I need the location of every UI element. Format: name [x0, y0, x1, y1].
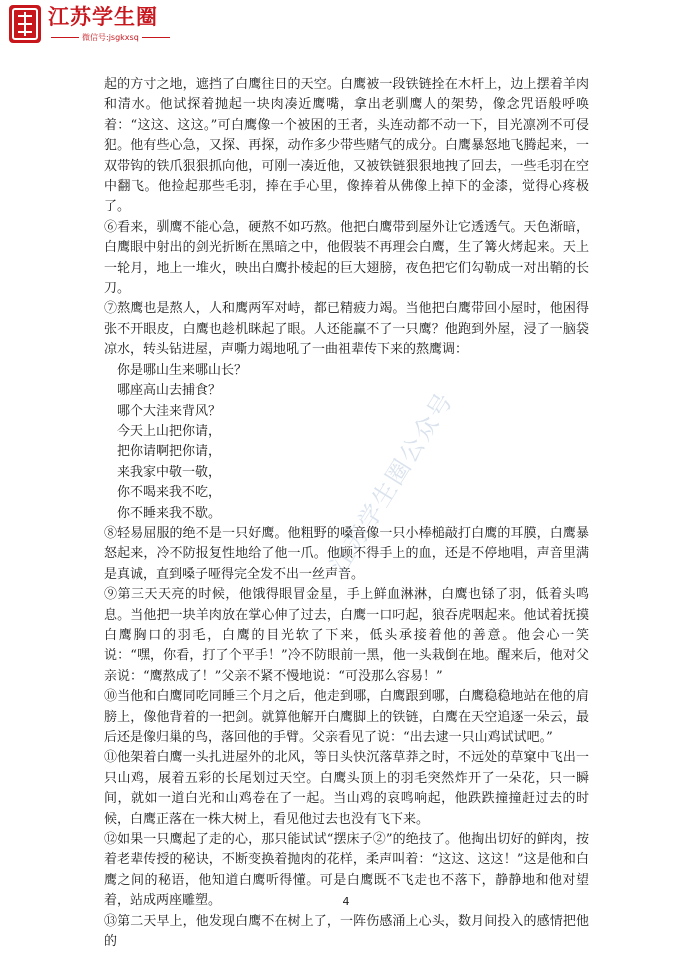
paragraph-11: ⑪他架着白鹰一头扎进屋外的北风，等日头快沉落草莽之时，不远处的草窠中飞出一只山鸡，展着五彩的长尾划过天空。白鹰头顶上的羽毛突然炸开了一朵花，只一瞬间，就如一道白光和山鸡卷在了一起。当山鸡的哀鸣响起，他跌跌撞撞赶过去的时候，白鹰正落在一株大树上，看见他过去也没有飞下来。 — [104, 750, 589, 827]
paragraph-5-continued: 起的方寸之地，遮挡了白鹰往日的天空。白鹰被一段铁链拴在木杆上，边上摆着羊肉和清水。他试探着抛起一块肉凑近鹰嘴，拿出老驯鹰人的架势，像念咒语般呼唤着：“这这、这这。”可白鹰像一个被困的王者，头连动都不动一下，目光凛冽不可侵犯。他有些心急，又探、再探，动作多少带些赌气的成分。白鹰暴怒地飞腾起来，一双带钩的铁爪狠狠抓向他，可刚一凑近他，又被铁链狠狠地拽了回去，一些毛羽在空中翻飞。他捡起那些毛羽，捧在手心里，像捧着从佛像上掉下的金漆，觉得心疼极了。 — [104, 77, 589, 215]
rule-right — [142, 37, 170, 38]
logo-subtitle-row — [48, 32, 173, 43]
poem-line: 把你请啊把你请， — [117, 444, 222, 460]
logo-title: 江苏学生圈 — [48, 5, 158, 29]
article-body — [104, 75, 589, 952]
rule-left — [51, 37, 79, 38]
paragraph-7: ⑦熬鹰也是熬人，人和鹰两军对峙，都已精疲力竭。当他把白鹰带回小屋时，他困得张不开眼皮，白鹰也趁机眯起了眼。人还能赢不了一只鹰？他跑到外屋，浸了一脑袋凉水，转头钻进屋，声嘶力竭地吼了一曲祖辈传下来的熬鹰调： — [104, 301, 589, 358]
paragraph-9: ⑨第三天天亮的时候，他饿得眼冒金星，手上鲜血淋淋，白鹰也铩了羽，低着头鸣息。当他把一块羊肉放在掌心伸了过去，白鹰一口叼起，狼吞虎咽起来。他试着抚摸白鹰胸口的羽毛，白鹰的目光软了下来，低头承接着他的善意。他会心一笑说：“嘿，你看，打了个平手！”冷不防眼前一黑，他一头栽倒在地。醒来后，他对父亲说：“鹰熬成了！”父亲不紧不慢地说：“可没那么容易！” — [104, 587, 589, 684]
logo-mark-icon — [8, 4, 42, 44]
logo — [8, 4, 173, 44]
page-number: 4 — [342, 895, 350, 908]
poem-line: 今天上山把你请， — [117, 423, 222, 439]
paragraph-8: ⑧轻易屈服的绝不是一只好鹰。他粗野的嗓音像一只小棒槌敲打白鹰的耳膜，白鹰暴怒起来，冷不防报复性地给了他一爪。他顾不得手上的血，还是不停地唱，声音里满是真诚，直到嗓子哑得完全发不出一丝声音。 — [104, 525, 589, 582]
watermark: 江苏学生圈公众号 — [325, 386, 460, 579]
logo-subtitle: 微信号:jsgkxsq — [82, 33, 139, 42]
poem-line: 你是哪山生来哪山长？ — [117, 362, 248, 378]
poem-line: 你不喝来我不吃， — [117, 485, 222, 501]
paragraph-10: ⑩当他和白鹰同吃同睡三个月之后，他走到哪，白鹰跟到哪，白鹰稳稳地站在他的肩膀上，像他背着的一把剑。就算他解开白鹰脚上的铁链，白鹰在天空追逐一朵云，最后还是像归巢的鸟，落回他的手臂。父亲看见了说：“出去逮一只山鸡试试吧。” — [104, 689, 589, 745]
paragraph-6: ⑥看来，驯鹰不能心急，硬熬不如巧熬。他把白鹰带到屋外让它透透气。天色渐暗，白鹰眼中射出的剑光折断在黑暗之中，他假装不再理会白鹰，生了篝火烤起来。天上一轮月，地上一堆火，映出白鹰扑棱起的巨大翅膀，夜色把它们勾勒成一对出鞘的长刀。 — [104, 219, 589, 297]
paragraph-13: ⑬第二天早上，他发现白鹰不在树上了，一阵伤感涌上心头，数月间投入的感情把他的 — [104, 913, 589, 950]
poem-line: 来我家中敬一敬， — [117, 464, 222, 480]
paragraph-12: ⑫如果一只鹰起了走的心，那只能试试“摆床子②”的绝技了。他掏出切好的鲜肉，按着老辈传授的秘诀，不断变换着抛肉的花样，柔声叫着：“这这、这这！”这是他和白鹰之间的秘语，他知道白鹰听得懂。可是白鹰既不飞走也不落下，静静地和他对望着，站成两座雕塑。 — [104, 832, 589, 909]
poem-line: 哪个大洼来背风？ — [117, 403, 222, 419]
poem — [104, 361, 589, 524]
poem-line: 你不睡来我不歇。 — [117, 505, 222, 521]
poem-line: 哪座高山去捕食？ — [117, 383, 222, 399]
